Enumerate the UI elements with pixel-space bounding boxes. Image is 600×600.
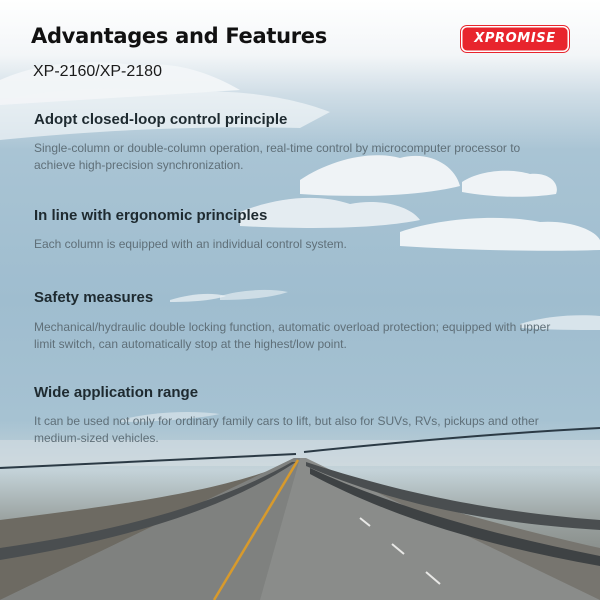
brand-logo: XPROMISE: [461, 26, 569, 52]
feature-item: [34, 207, 564, 253]
feature-heading: Adopt closed-loop control principle: [34, 111, 288, 128]
page-title: Advantages and Features: [31, 24, 327, 48]
feature-description: Each column is equipped with an individual control system.: [34, 237, 347, 251]
feature-item: [34, 289, 564, 353]
feature-item: [34, 384, 564, 447]
model-number: XP-2160/XP-2180: [33, 63, 162, 80]
feature-heading: Safety measures: [34, 289, 154, 306]
feature-description: Mechanical/hydraulic double locking function, automatic overload protection; equipped with upper limit switch, can automatically stop at the highest/low point.: [34, 320, 551, 351]
feature-heading: Wide application range: [34, 384, 199, 401]
feature-heading: In line with ergonomic principles: [34, 207, 268, 224]
feature-description: Single-column or double-column operation, real-time control by microcomputer processor to achieve high-precision synchronization.: [34, 141, 521, 172]
feature-item: [34, 111, 564, 174]
feature-description: It can be used not only for ordinary family cars to lift, but also for SUVs, RVs, pickups and other medium-sized vehicles.: [34, 414, 539, 445]
